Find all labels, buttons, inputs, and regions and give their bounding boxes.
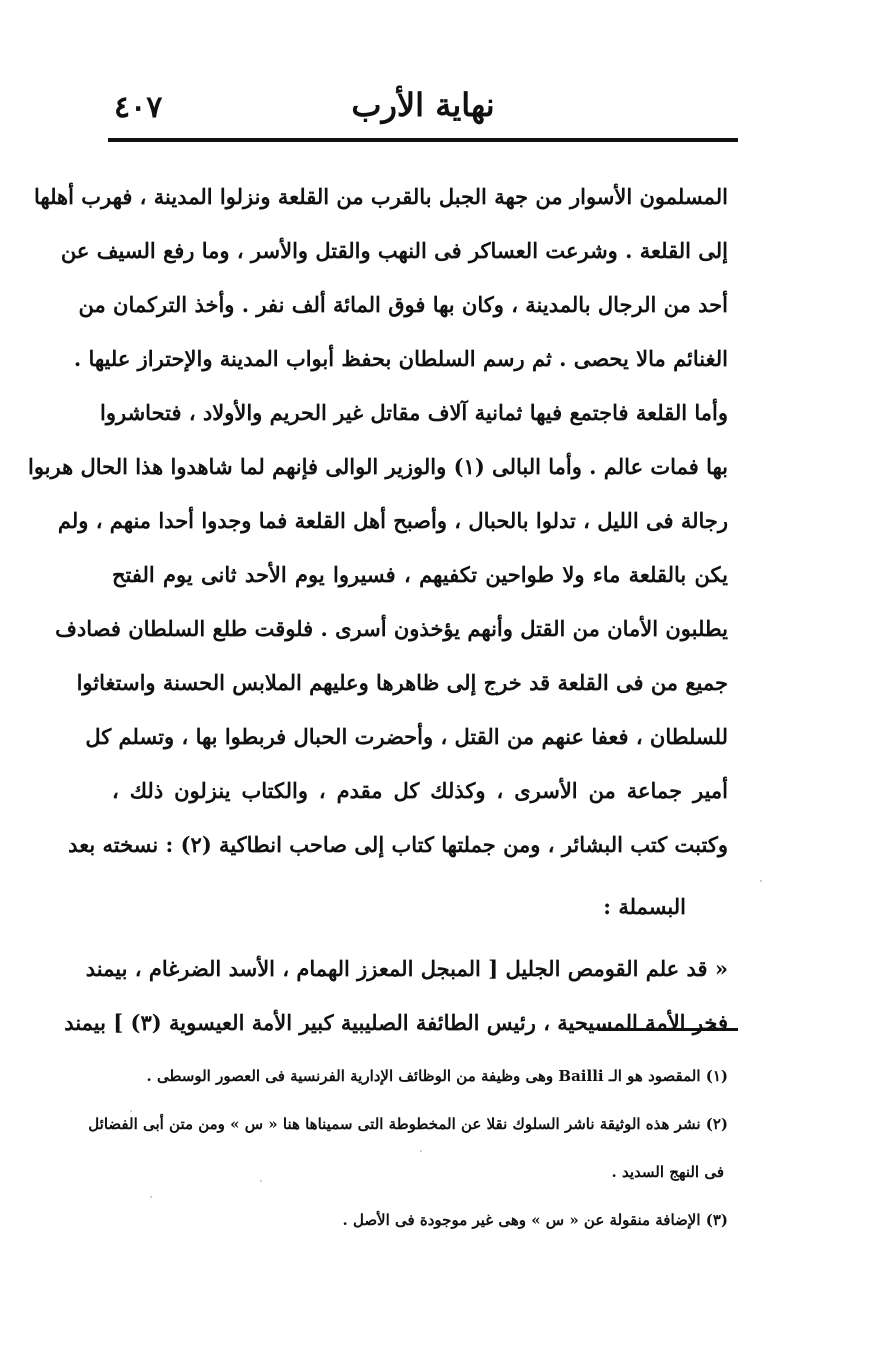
footnote-2-continued: فى النهج السديد . bbox=[611, 1163, 724, 1181]
text-line: الغنائم مالا يحصى . ثم رسم السلطان بحفظ أبواب المدينة والإحتراز عليها . bbox=[73, 346, 728, 371]
text-line: يكن بالقلعة ماء ولا طواحين تكفيهم ، فسيروا يوم الأحد ثانى يوم الفتح bbox=[112, 562, 728, 587]
text-line: أمير جماعة من الأسرى ، وكذلك كل مقدم ، والكتاب ينزلون ذلك ، bbox=[112, 778, 728, 803]
text-line-basmala: البسملة : bbox=[603, 894, 686, 919]
footnote-rule bbox=[598, 1028, 738, 1031]
paper-speck bbox=[420, 1150, 422, 1152]
text-line: وكتبت كتب البشائر ، ومن جملتها كتاب إلى صاحب انطاكية (٢) : نسخته بعد bbox=[68, 832, 728, 857]
footnotes bbox=[88, 1052, 728, 1244]
book-title: نهاية الأرب bbox=[351, 86, 495, 124]
text-line: إلى القلعة . وشرعت العساكر فى النهب والقتل والأسر ، وما رفع السيف عن bbox=[60, 238, 728, 263]
text-line: المسلمون الأسوار من جهة الجبل بالقرب من القلعة ونزلوا المدينة ، فهرب أهلها bbox=[34, 184, 728, 209]
footnote-2: (٢) نشر هذه الوثيقة ناشر السلوك نقلا عن المخطوطة التى سميناها هنا « س » ومن متن أبى الفضائل bbox=[88, 1115, 728, 1133]
paper-speck bbox=[130, 1110, 132, 1112]
footnote-1: (١) المقصود هو الـ Bailli وهى وظيفة من الوظائف الإدارية الفرنسية فى العصور الوسطى . bbox=[146, 1067, 728, 1085]
text-line: رجالة فى الليل ، تدلوا بالحبال ، وأصبح أهل القلعة فما وجدوا أحدا منهم ، ولم bbox=[57, 508, 728, 533]
header-rule bbox=[108, 138, 738, 142]
paper-speck bbox=[260, 1180, 262, 1182]
text-line: « قد علم القومص الجليل [ المبجل المعزز الهمام ، الأسد الضرغام ، بيمند bbox=[85, 956, 728, 981]
page-number: ٤٠٧ bbox=[114, 90, 163, 125]
running-head bbox=[108, 86, 738, 130]
text-line: وأما القلعة فاجتمع فيها ثمانية آلاف مقاتل غير الحريم والأولاد ، فتحاشروا bbox=[100, 400, 728, 425]
paper-speck bbox=[150, 1196, 152, 1198]
text-line: أحد من الرجال بالمدينة ، وكان بها فوق المائة ألف نفر . وأخذ التركمان من bbox=[78, 292, 728, 317]
text-line: للسلطان ، فعفا عنهم من القتل ، وأحضرت الحبال فربطوا بها ، وتسلم كل bbox=[85, 724, 728, 749]
footnote-3: (٣) الإضافة منقولة عن « س » وهى غير موجودة فى الأصل . bbox=[342, 1211, 728, 1229]
text-line: فخر الأمة المسيحية ، رئيس الطائفة الصليبية كبير الأمة العيسوية (٣) ] بيمند bbox=[64, 1010, 728, 1035]
text-line: بها فمات عالم . وأما البالى (١) والوزير الوالى فإنهم لما شاهدوا هذا الحال هربوا bbox=[27, 454, 728, 479]
text-line: يطلبون الأمان من القتل وأنهم يؤخذون أسرى . فلوقت طلع السلطان فصادف bbox=[55, 616, 728, 641]
main-text bbox=[27, 170, 728, 1050]
paper-speck bbox=[760, 880, 762, 882]
text-line: جميع من فى القلعة قد خرج إلى ظاهرها وعليهم الملابس الحسنة واستغاثوا bbox=[76, 670, 728, 695]
